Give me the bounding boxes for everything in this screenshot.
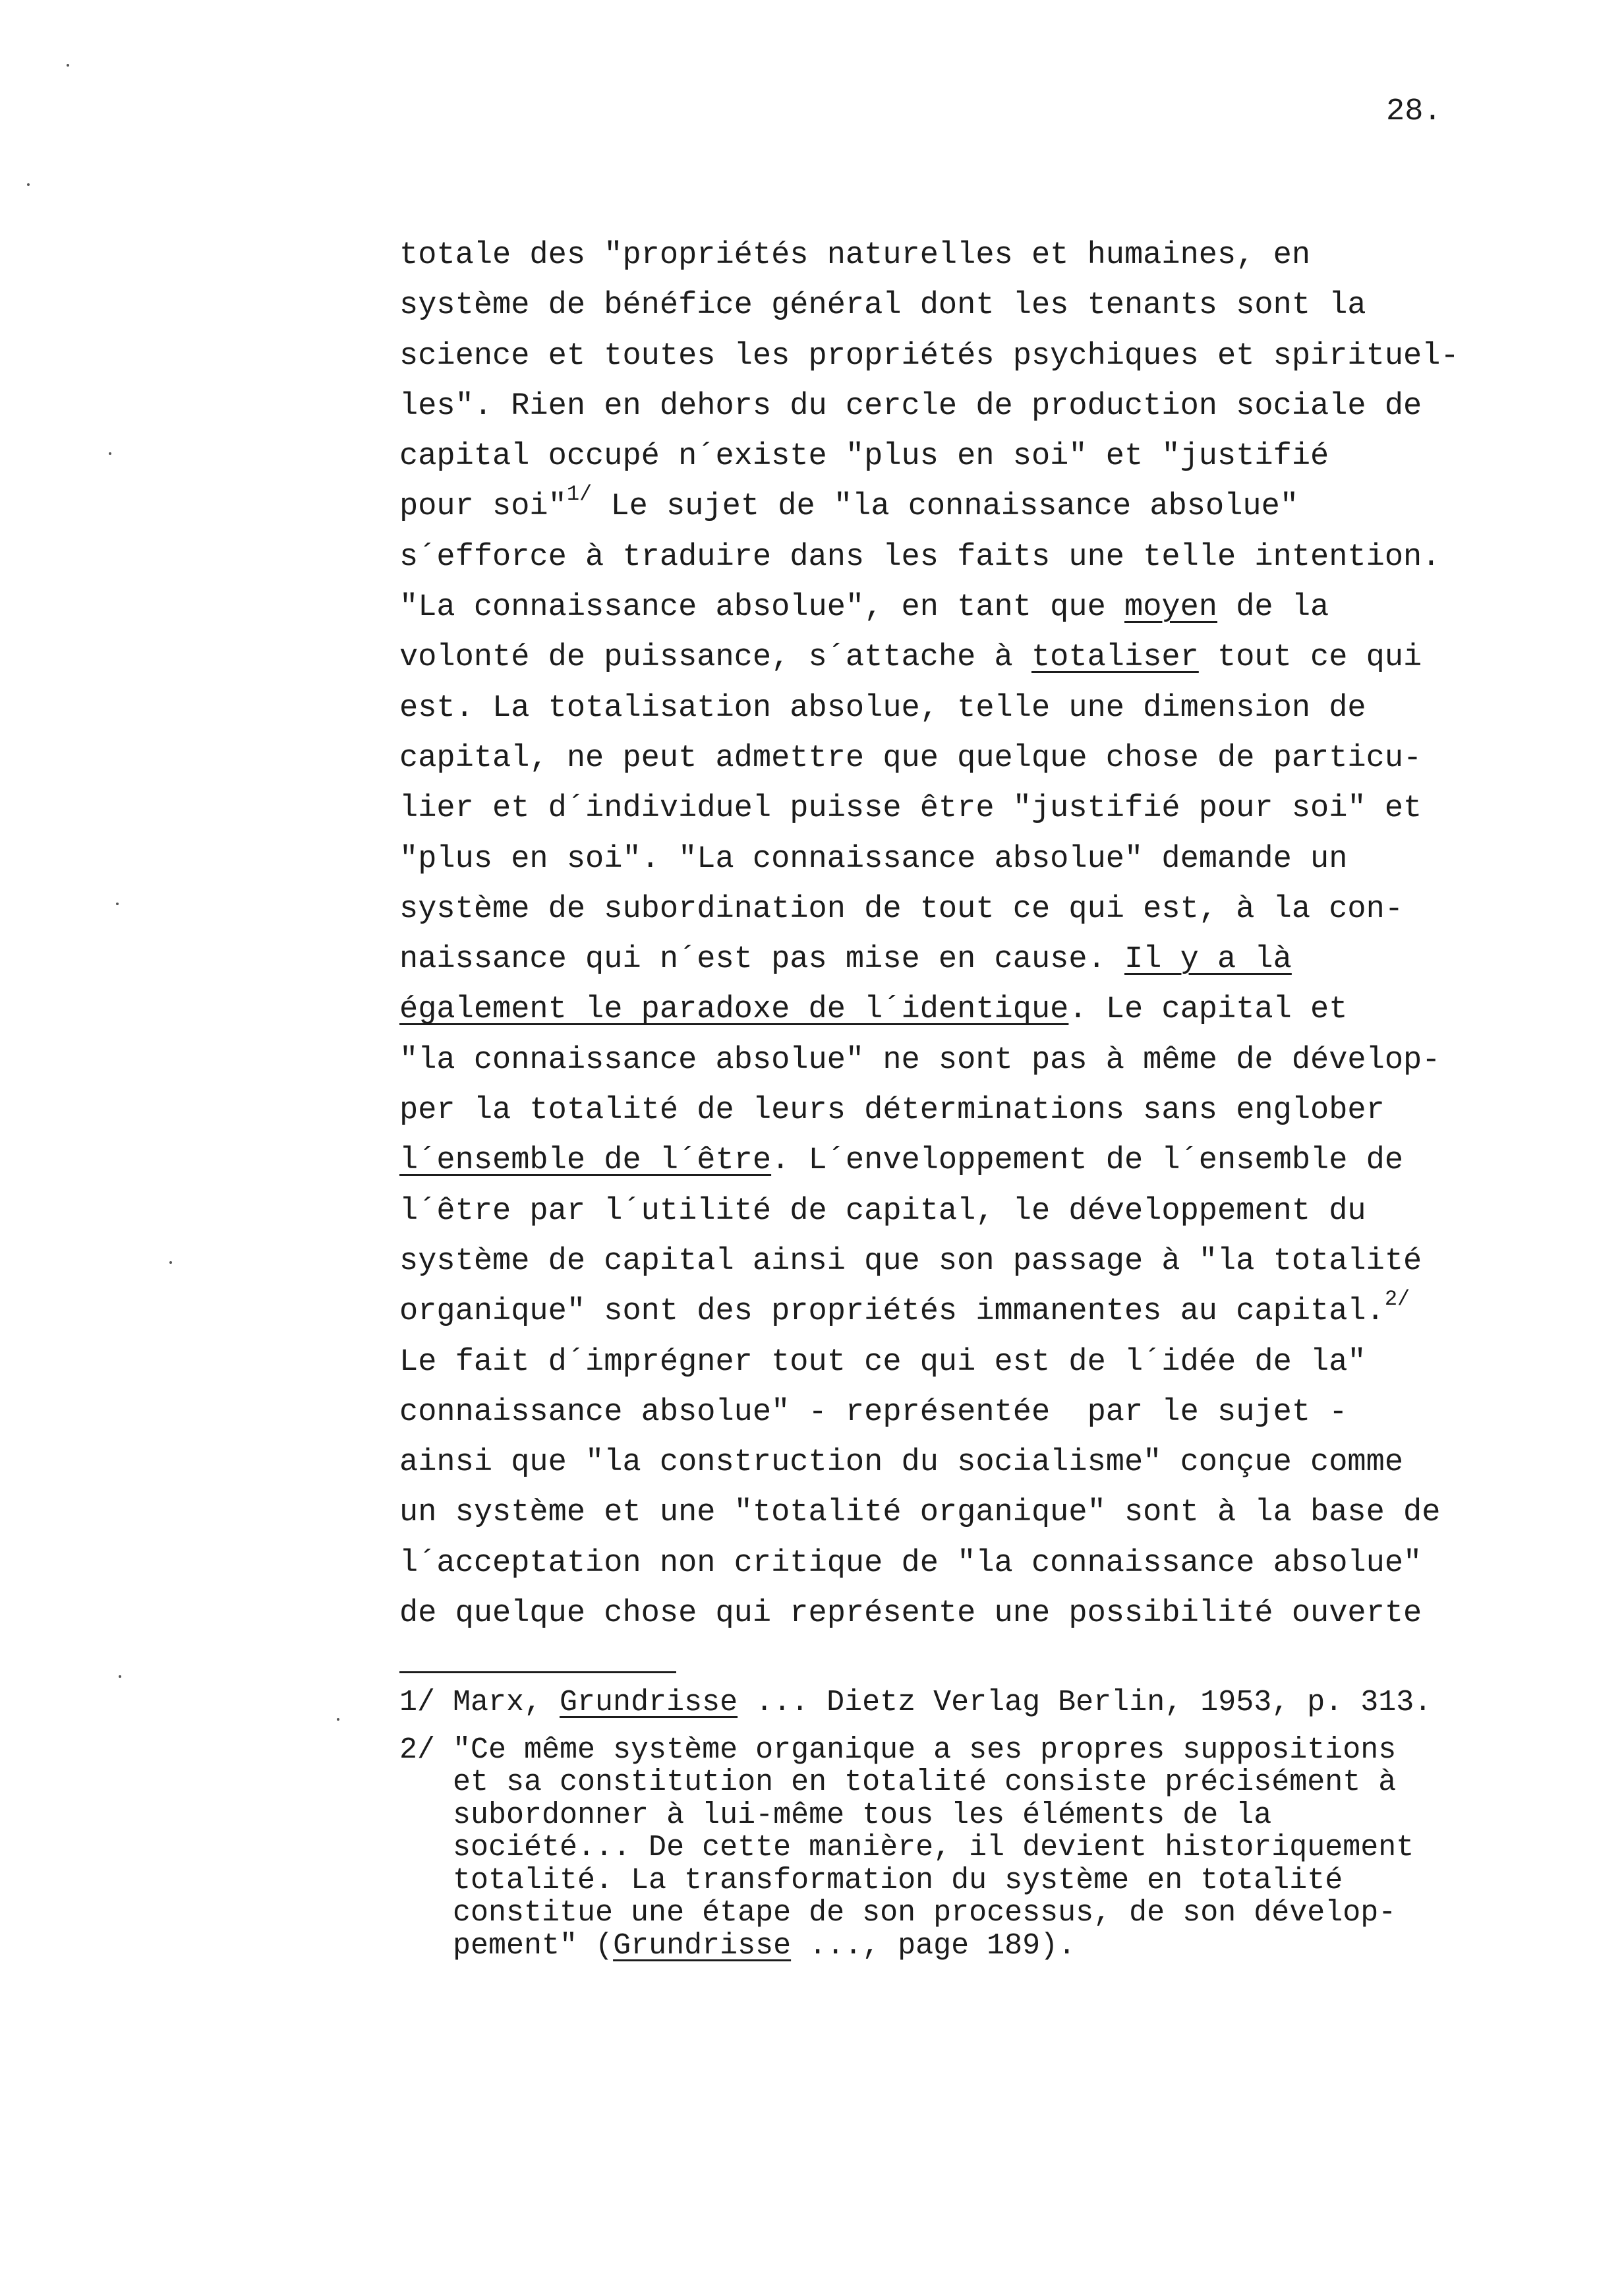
underlined-text: l´ensemble de l´être [399,1143,772,1179]
scan-speck [27,183,30,186]
text-segment: l´acceptation non critique de "la connaissance absolue" [399,1545,1422,1581]
scan-speck [119,1675,121,1678]
footnote-reference: 2/ [1384,1287,1410,1312]
text-line [399,1237,1459,1287]
text-segment: constitue une étape de son processus, de son dévelop- [399,1896,1397,1930]
text-line [399,231,1459,281]
text-segment: 1/ Marx, [399,1686,560,1719]
text-line [399,1438,1459,1488]
text-segment: volonté de puissance, s´attache à [399,640,1031,676]
underlined-text: moyen [1124,590,1218,626]
text-segment: naissance qui n´est pas mise en cause. [399,942,1124,978]
text-segment: lier et d´individuel puisse être "justifié pour soi" et [399,791,1422,827]
text-segment: système de bénéfice général dont les tenants sont la [399,288,1366,324]
body-text [399,231,1459,1639]
text-segment: "La connaissance absolue", en tant que [399,590,1124,626]
text-line [399,784,1459,834]
scan-speck [116,903,119,905]
text-segment: organique" sont des propriétés immanentes au capital. [399,1294,1385,1330]
scan-speck [337,1718,339,1721]
text-line [399,835,1459,885]
text-line [399,382,1459,432]
text-line [399,281,1459,331]
footnote-2 [399,1734,1432,1963]
text-segment: . Le capital et [1068,992,1348,1028]
text-line [399,1589,1459,1639]
text-line [399,1187,1459,1237]
footnote-line [399,1831,1432,1864]
text-segment: société... De cette manière, il devient historiquement [399,1831,1414,1864]
text-segment: de quelque chose qui représente une possibilité ouverte [399,1596,1422,1632]
text-segment: ... Dietz Verlag Berlin, 1953, p. 313. [738,1686,1432,1719]
text-segment: . L´enveloppement de l´ensemble de [771,1143,1404,1179]
text-line [399,1388,1459,1438]
footnote-line [399,1897,1432,1930]
footnote-reference: 1/ [566,482,593,507]
text-line [399,885,1459,935]
text-segment: et sa constitution en totalité consiste précisément à [399,1766,1397,1799]
footnotes [399,1686,1432,1962]
text-segment: "la connaissance absolue" ne sont pas à même de dévelop- [399,1042,1441,1078]
underlined-text: également le paradoxe de l´identique [399,992,1069,1028]
underlined-text: Il y a là [1124,942,1292,978]
text-segment: l´être par l´utilité de capital, le développement du [399,1193,1366,1229]
text-line [399,1136,1459,1186]
text-segment: "plus en soi". "La connaissance absolue" demande un [399,841,1348,877]
scan-speck [109,452,111,455]
text-line [399,734,1459,784]
text-segment: capital, ne peut admettre que quelque chose de particu- [399,740,1422,776]
page-number: 28. [1386,94,1442,129]
text-line [399,684,1459,734]
text-segment: pement" ( [399,1928,614,1963]
text-segment: tout ce qui [1198,640,1422,676]
footnote-gap [399,1719,1432,1734]
text-line [399,332,1459,382]
text-line [399,533,1459,583]
text-segment: est. La totalisation absolue, telle une dimension de [399,690,1366,726]
text-segment: Le fait d´imprégner tout ce qui est de l´idée de la" [399,1344,1366,1380]
underlined-text: Grundrisse [613,1928,792,1963]
text-line [399,1488,1459,1538]
text-segment: 2/ "Ce même système organique a ses propres suppositions [399,1733,1397,1767]
text-line [399,935,1459,985]
text-segment: ainsi que "la construction du socialisme" conçue comme [399,1445,1404,1481]
underlined-text: totaliser [1031,640,1199,676]
text-segment: totalité. La transformation du système en totalité [399,1863,1343,1897]
text-segment: subordonner à lui-même tous les éléments de la [399,1798,1272,1832]
text-segment: ..., page 189). [791,1928,1076,1963]
text-line [399,1539,1459,1589]
footnote-line [399,1799,1432,1832]
text-segment: les". Rien en dehors du cercle de production sociale de [399,388,1422,424]
text-segment: per la totalité de leurs déterminations sans englober [399,1093,1385,1129]
text-segment: pour soi" [399,489,567,525]
text-segment: un système et une "totalité organique" sont à la base de [399,1495,1441,1531]
text-segment: totale des "propriétés naturelles et humaines, en [399,238,1311,273]
text-segment: s´efforce à traduire dans les faits une telle intention. [399,539,1441,575]
footnote-1 [399,1686,1432,1719]
text-segment: connaissance absolue" - représentée par le sujet - [399,1394,1348,1430]
text-segment: capital occupé n´existe "plus en soi" et "justifié [399,439,1329,475]
text-line [399,985,1459,1035]
text-segment: de la [1217,590,1329,626]
footnote-line [399,1766,1432,1799]
text-line [399,1338,1459,1388]
text-line [399,583,1459,633]
text-segment: science et toutes les propriétés psychiques et spirituel- [399,338,1459,374]
underlined-text: Grundrisse [560,1686,738,1719]
text-line [399,1287,1459,1337]
text-segment: système de capital ainsi que son passage à "la totalité [399,1243,1422,1279]
footnote-separator [399,1671,676,1673]
footnote-line [399,1686,1432,1719]
text-line [399,482,1459,532]
footnote-line [399,1930,1432,1963]
text-segment: Le sujet de "la connaissance absolue" [592,489,1299,525]
text-line [399,1036,1459,1086]
text-line [399,432,1459,482]
scan-speck [169,1261,172,1264]
text-line [399,1086,1459,1136]
scan-speck [67,64,69,67]
text-line [399,633,1459,683]
footnote-line [399,1864,1432,1897]
text-segment: système de subordination de tout ce qui est, à la con- [399,891,1404,927]
footnote-line [399,1734,1432,1767]
